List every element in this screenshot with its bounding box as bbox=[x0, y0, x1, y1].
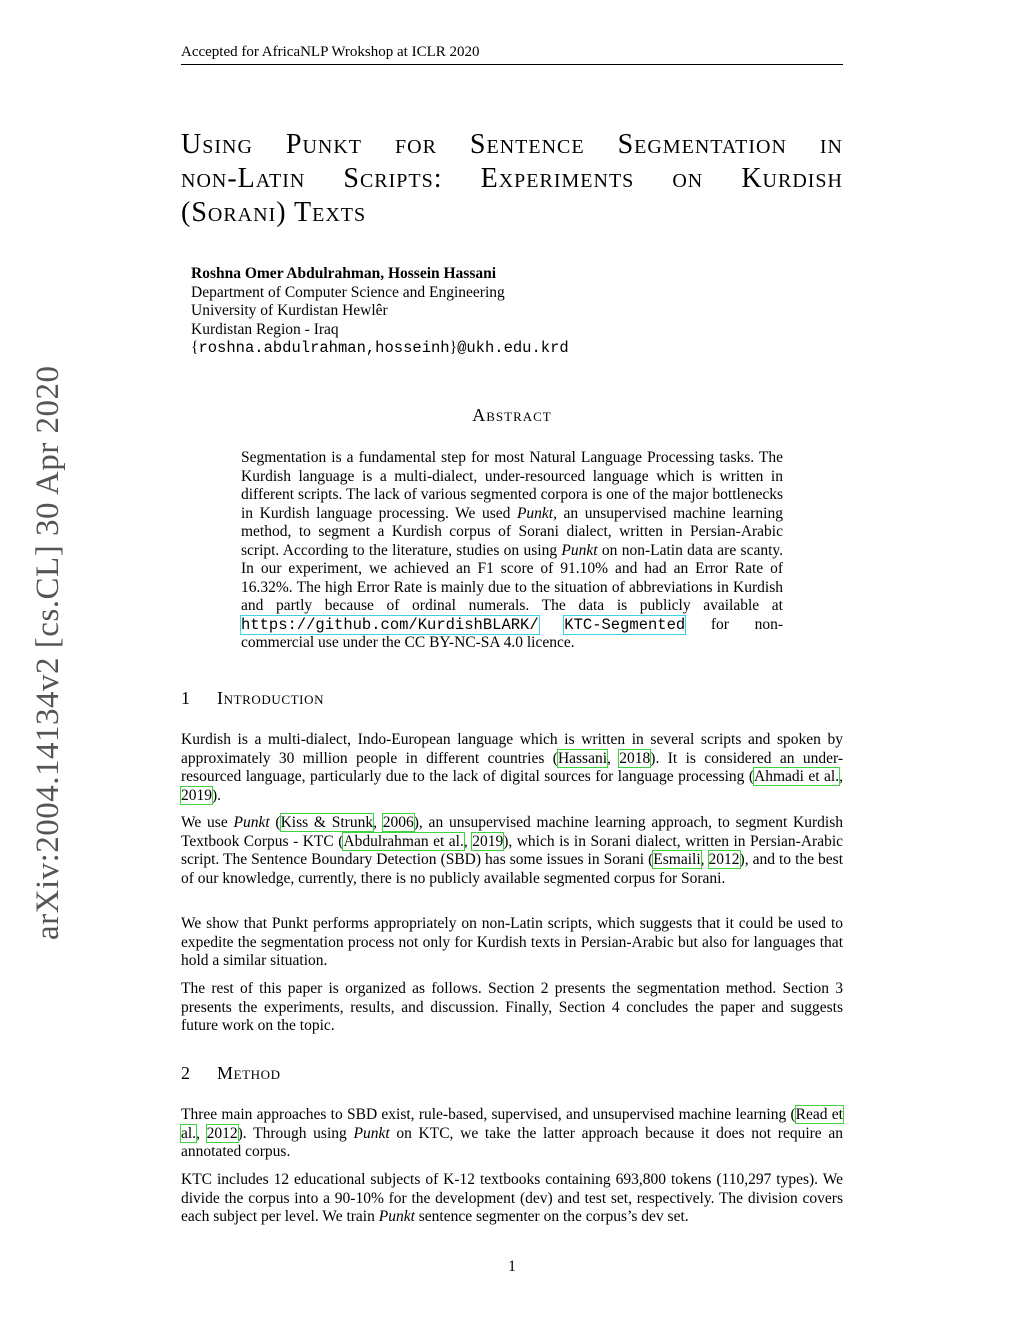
author-block bbox=[191, 265, 569, 358]
page-number: 1 bbox=[508, 1258, 516, 1275]
citation-link[interactable]: 2018 bbox=[619, 749, 651, 767]
citation-link[interactable]: Ahmadi et al. bbox=[754, 768, 840, 785]
citation-link[interactable]: Kiss & Strunk bbox=[280, 814, 374, 831]
author-region: Kurdistan Region - Iraq bbox=[191, 320, 339, 338]
paper-title bbox=[181, 128, 843, 230]
section-2-heading: 2 Method bbox=[181, 1063, 281, 1083]
section-1-heading: 1 Introduction bbox=[181, 688, 325, 708]
title-line-3: (Sorani) Texts bbox=[181, 197, 367, 228]
intro-paragraph-4: The rest of this paper is organized as follows. Section 2 presents the segmentation method. Section 3 presents the experiments, results, and discussion. Finally, Section 4 concludes the paper and suggests future work on the topic. bbox=[181, 980, 843, 1034]
title-line-2: non-Latin Scripts: Experiments on Kurdish bbox=[181, 163, 843, 194]
citation-link[interactable]: 2006 bbox=[382, 814, 414, 831]
citation-link[interactable]: Read et al. bbox=[181, 1106, 843, 1142]
citation-link[interactable]: Esmaili bbox=[653, 851, 701, 868]
intro-paragraph-3: We show that Punkt performs appropriately on non-Latin scripts, which suggests that it could be used to expedite the segmentation process not only for Kurdish texts in Persian-Arabic but also for languages that hold a similar situation. bbox=[181, 915, 843, 969]
citation-link[interactable]: Abdulrahman et al. bbox=[343, 832, 464, 850]
abstract-body: Segmentation is a fundamental step for most Natural Language Processing tasks. The Kurdish language is a multi-dialect, under-resourced language which is written in different scripts. The lack of various segmented corpora is one of the major bottlenecks in Kurdish language processing. We used Punkt, an unsupervised machine learning method, to segment a Kurdish corpus of Sorani dialect, written in Persian-Arabic script. According to the literature, studies on using Punkt on non-Latin data are scanty. In our experiment, we achieved an F1 score of 91.10% and had an Error Rate of 16.32%. The high Error Rate is mainly due to the situation of abbreviations in Kurdish and partly because of ordinal numerals. The data is publicly available at https://github.com/KurdishBLARK/ KTC-Segmented for non-commercial use under the CC BY-NC-SA 4.0 licence. bbox=[241, 449, 783, 651]
method-paragraph-2: KTC includes 12 educational subjects of K-12 textbooks containing 693,800 tokens (110,297 types). We divide the corpus into a 90-10% for the development (dev) and test set, respectively. The division covers each subject per level. We train Punkt sentence segmenter on the corpus’s dev set. bbox=[181, 1171, 843, 1225]
method-paragraph-1: Three main approaches to SBD exist, rule-based, supervised, and unsupervised machine learning (Read et al., 2012). Through using Punkt on KTC, we take the latter approach because it does not require an annotated corpus. bbox=[181, 1106, 843, 1160]
intro-paragraph-2: We use Punkt (Kiss & Strunk, 2006), an unsupervised machine learning approach, to segment Kurdish Textbook Corpus - KTC (Abdulrahman et al., 2019), which is in Sorani dialect, written in Persian-Arabic script. The Sentence Boundary Detection (SBD) has some issues in Sorani (Esmaili, 2012), and to the best of our knowledge, currently, there is no publicly available segmented corpus for Sorani. bbox=[181, 814, 844, 887]
title-line-1: Using Punkt for Sentence Segmentation in bbox=[181, 129, 843, 160]
github-url-link-cont[interactable]: KTC-Segmented bbox=[564, 615, 686, 634]
citation-link[interactable]: Hassani bbox=[557, 749, 608, 767]
abstract-heading: Abstract bbox=[472, 405, 552, 425]
author-names: Roshna Omer Abdulrahman, Hossein Hassani bbox=[191, 265, 497, 282]
citation-link[interactable]: 2012 bbox=[708, 851, 740, 868]
citation-link[interactable]: 2019 bbox=[181, 786, 212, 804]
intro-paragraph-1: Kurdish is a multi-dialect, Indo-European language which is written in several scripts and spoken by approximately 30 million people in different countries (Hassani, 2018). It is considered an under-resourced language, particularly due to the lack of digital sources for language processing (Ahmadi et al., 2019). bbox=[181, 731, 843, 804]
citation-link[interactable]: 2019 bbox=[472, 832, 504, 850]
author-department: Department of Computer Science and Engineering bbox=[191, 283, 505, 301]
author-university: University of Kurdistan Hewlêr bbox=[191, 302, 388, 319]
running-header: Accepted for AfricaNLP Wrokshop at ICLR 2020 bbox=[181, 44, 843, 65]
citation-link[interactable]: 2012 bbox=[206, 1124, 238, 1142]
author-email[interactable]: {roshna.abdulrahman,hosseinh}@ukh.edu.krd bbox=[191, 339, 569, 357]
arxiv-stamp: arXiv:2004.14134v2 [cs.CL] 30 Apr 2020 bbox=[30, 365, 66, 940]
github-url-link[interactable]: https://github.com/KurdishBLARK/ bbox=[241, 615, 539, 634]
